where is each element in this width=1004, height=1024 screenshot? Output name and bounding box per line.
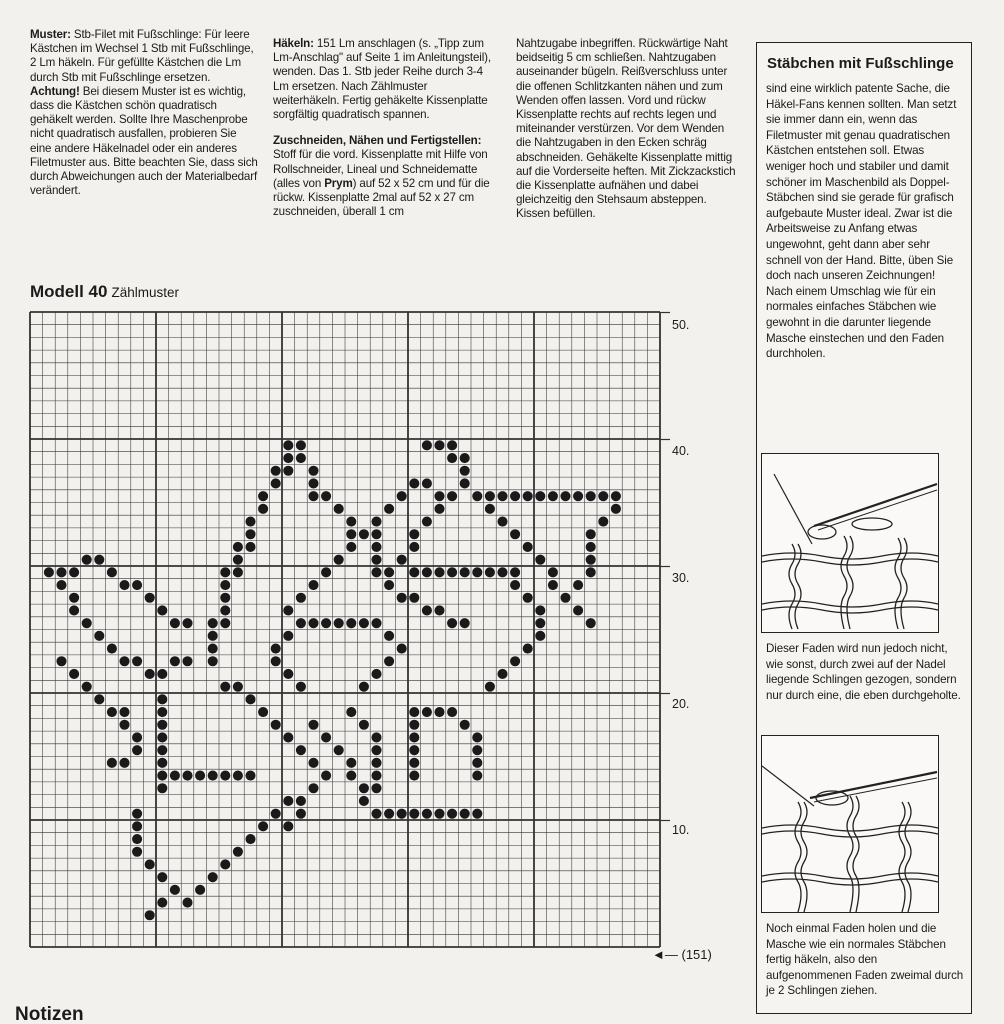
row-label-20: 20. (672, 697, 690, 711)
filled-cell (586, 491, 596, 501)
filled-cell (598, 517, 608, 527)
filled-cell (245, 694, 255, 704)
filled-cell (82, 618, 92, 628)
filled-cell (422, 567, 432, 577)
haekeln-label: Häkeln: (273, 37, 314, 50)
filled-cell (371, 669, 381, 679)
filled-cell (271, 656, 281, 666)
filled-cell (157, 898, 167, 908)
filled-cell (422, 809, 432, 819)
filled-cell (245, 517, 255, 527)
filled-cell (271, 644, 281, 654)
filled-cell (132, 656, 142, 666)
filled-cell (308, 491, 318, 501)
filled-cell (296, 453, 306, 463)
filled-cell (510, 580, 520, 590)
filled-cell (245, 834, 255, 844)
haekeln-paragraph (273, 37, 495, 122)
filled-cell (472, 732, 482, 742)
filled-cell (296, 593, 306, 603)
filled-cell (535, 618, 545, 628)
filled-cell (409, 567, 419, 577)
filled-cell (346, 529, 356, 539)
filled-cell (258, 707, 268, 717)
filled-cell (208, 872, 218, 882)
filled-cell (409, 529, 419, 539)
tip-intro-text: sind eine wirklich patente Sache, die Häkel-Fans kennen sollten. Man setzt sie immer dann ein, wenn das Filetmuster mit genau quadratischen Kästchen entstehen soll. Etwas weniger hoch und stabiler und damit schöner im Maschenbild als Doppel-Stäbchen sind sie gerade für grafisch aufgebaute Muster ideal. Zwar ist die Arbeitsweise zu Anfang etwas ungewohnt, geht dann aber sehr schnell von der Hand. Bitte, üben Sie doch nach unseren Zeichnungen! Nach einem Umschlag wie für ein normales einfaches Stäbchen wie gewohnt in die darunter liegende Masche einstechen und den Faden durchholen. (766, 82, 957, 361)
filled-cell (208, 618, 218, 628)
filled-cell (472, 491, 482, 501)
filled-cell (56, 580, 66, 590)
filled-cell (472, 758, 482, 768)
filled-cell (321, 491, 331, 501)
filled-cell (371, 758, 381, 768)
filled-cell (346, 707, 356, 717)
filled-cell (170, 656, 180, 666)
filled-cell (119, 707, 129, 717)
filled-cell (283, 453, 293, 463)
filled-cell (346, 758, 356, 768)
filled-cell (409, 478, 419, 488)
filled-cell (371, 529, 381, 539)
filled-cell (397, 644, 407, 654)
crochet-illustration-1 (761, 453, 939, 633)
filled-cell (308, 466, 318, 476)
filled-cell (460, 720, 470, 730)
filled-cell (510, 491, 520, 501)
filled-cell (611, 504, 621, 514)
filled-cell (82, 555, 92, 565)
filled-cell (107, 567, 117, 577)
filled-cell (258, 504, 268, 514)
filled-cell (409, 593, 419, 603)
filled-cell (371, 745, 381, 755)
filled-cell (371, 783, 381, 793)
filled-cell (321, 771, 331, 781)
filled-cell (233, 555, 243, 565)
filled-cell (182, 771, 192, 781)
chart-title (30, 282, 179, 302)
filled-cell (384, 504, 394, 514)
row-label-50: 50. (672, 318, 690, 332)
filled-cell (510, 529, 520, 539)
filled-cell (334, 555, 344, 565)
instructions-column-2 (273, 37, 495, 219)
filled-cell (447, 618, 457, 628)
filled-cell (258, 491, 268, 501)
filled-cell (145, 910, 155, 920)
filled-cell (308, 758, 318, 768)
filled-cell (485, 491, 495, 501)
filled-cell (573, 605, 583, 615)
filled-cell (535, 491, 545, 501)
filled-cell (346, 542, 356, 552)
filled-cell (447, 491, 457, 501)
instructions-column-1 (30, 28, 258, 198)
filled-cell (258, 821, 268, 831)
filled-cell (334, 504, 344, 514)
filled-cell (586, 567, 596, 577)
filled-cell (447, 440, 457, 450)
filled-cell (296, 745, 306, 755)
filled-cell (472, 745, 482, 755)
filled-cell (145, 859, 155, 869)
start-row-marker (652, 947, 712, 962)
zuschneiden-paragraph (273, 134, 495, 219)
filled-cell (283, 440, 293, 450)
filled-cell (535, 605, 545, 615)
filled-cell (371, 517, 381, 527)
crochet-hook-icon (762, 736, 938, 912)
filled-cell (119, 758, 129, 768)
filled-cell (510, 656, 520, 666)
filled-cell (296, 440, 306, 450)
filled-cell (573, 580, 583, 590)
filled-cell (346, 517, 356, 527)
row-label-10: 10. (672, 823, 690, 837)
filled-cell (586, 618, 596, 628)
filled-cell (220, 771, 230, 781)
filled-cell (409, 732, 419, 742)
filled-cell (94, 694, 104, 704)
brand-name: Prym (324, 176, 353, 190)
filled-cell (371, 567, 381, 577)
filled-cell (548, 567, 558, 577)
tip-step-2-text: Dieser Faden wird nun jedoch nicht, wie sonst, durch zwei auf der Nadel liegende Schlingen gezogen, sondern nur durch eine, die eben durchgeholte. (766, 642, 961, 702)
filled-cell (157, 605, 167, 615)
chart-subtitle: Zählmuster (111, 285, 179, 300)
filled-cell (384, 567, 394, 577)
filled-cell (548, 580, 558, 590)
filled-cell (397, 593, 407, 603)
achtung-label: Achtung! (30, 84, 80, 98)
filled-cell (523, 644, 533, 654)
filled-cell (560, 593, 570, 603)
filled-cell (409, 809, 419, 819)
filled-cell (157, 720, 167, 730)
filled-cell (397, 809, 407, 819)
filled-cell (245, 542, 255, 552)
filled-cell (82, 682, 92, 692)
filled-cell (283, 796, 293, 806)
filled-cell (409, 771, 419, 781)
filled-cell (107, 644, 117, 654)
filled-cell (271, 478, 281, 488)
filled-cell (384, 656, 394, 666)
filled-cell (220, 682, 230, 692)
filled-cell (182, 618, 192, 628)
filled-cell (460, 478, 470, 488)
filled-cell (233, 567, 243, 577)
filled-cell (334, 745, 344, 755)
filled-cell (157, 758, 167, 768)
filled-cell (460, 453, 470, 463)
filled-cell (132, 847, 142, 857)
filled-cell (371, 618, 381, 628)
filled-cell (308, 720, 318, 730)
filled-cell (157, 745, 167, 755)
filled-cell (208, 631, 218, 641)
filled-cell (233, 847, 243, 857)
filled-cell (535, 631, 545, 641)
filled-cell (384, 580, 394, 590)
filled-cell (434, 567, 444, 577)
filled-cell (535, 555, 545, 565)
row-label-30: 30. (672, 571, 690, 585)
filled-cell (460, 809, 470, 819)
filled-cell (69, 669, 79, 679)
filled-cell (271, 466, 281, 476)
filled-cell (598, 491, 608, 501)
filled-cell (157, 694, 167, 704)
filled-cell (359, 529, 369, 539)
crochet-illustration-2 (761, 735, 939, 913)
filled-cell (497, 517, 507, 527)
filled-cell (94, 555, 104, 565)
filled-cell (271, 720, 281, 730)
filled-cell (460, 567, 470, 577)
filled-cell (170, 771, 180, 781)
filled-cell (182, 656, 192, 666)
filled-cell (447, 707, 457, 717)
filled-cell (346, 771, 356, 781)
filled-cell (359, 720, 369, 730)
filled-cell (460, 618, 470, 628)
filled-cell (434, 605, 444, 615)
filled-cell (296, 682, 306, 692)
filled-cell (359, 618, 369, 628)
filled-cell (107, 707, 117, 717)
filled-cell (447, 567, 457, 577)
filled-cell (296, 796, 306, 806)
filled-cell (497, 567, 507, 577)
filled-cell (422, 478, 432, 488)
filled-cell (132, 580, 142, 590)
filled-cell (497, 669, 507, 679)
filled-cell (409, 758, 419, 768)
filled-cell (346, 618, 356, 628)
filled-cell (220, 859, 230, 869)
filled-cell (447, 453, 457, 463)
filled-cell (157, 783, 167, 793)
filled-cell (434, 809, 444, 819)
filled-cell (573, 491, 583, 501)
arrow-left-icon: ◄— (652, 947, 678, 962)
filled-cell (384, 631, 394, 641)
filled-cell (132, 834, 142, 844)
filled-cell (422, 707, 432, 717)
filled-cell (586, 555, 596, 565)
filled-cell (359, 783, 369, 793)
filled-cell (472, 809, 482, 819)
filled-cell (523, 542, 533, 552)
filled-cell (371, 809, 381, 819)
filled-cell (44, 567, 54, 577)
filled-cell (523, 593, 533, 603)
filled-cell (56, 567, 66, 577)
filled-cell (208, 644, 218, 654)
filled-cell (409, 745, 419, 755)
filled-cell (220, 618, 230, 628)
filled-cell (611, 491, 621, 501)
model-number: Modell 40 (30, 282, 108, 301)
filled-cell (119, 720, 129, 730)
filled-cell (409, 720, 419, 730)
filled-cell (422, 605, 432, 615)
filled-cell (497, 491, 507, 501)
tip-title: Stäbchen mit Fußschlinge (767, 55, 954, 72)
filled-cell (170, 885, 180, 895)
filled-cell (208, 656, 218, 666)
filled-cell (132, 821, 142, 831)
filled-cell (434, 707, 444, 717)
filled-cell (296, 618, 306, 628)
haekeln-text: 151 Lm anschlagen (s. „Tipp zum Lm-Anschlag" auf Seite 1 im Anleitungsteil), wenden. Das 1. Stb jeder Reihe durch 3-4 Lm ersetzen. Nach Zählmuster weiterhäkeln. Fertig gehäkelte Kissenplatte sorgfältig quadratisch spannen. (273, 37, 491, 122)
filled-cell (69, 567, 79, 577)
filled-cell (283, 732, 293, 742)
filled-cell (157, 669, 167, 679)
filled-cell (321, 567, 331, 577)
filled-cell (460, 466, 470, 476)
zuschneiden-text-a: Stoff für die vord. Kissenplatte mit Hilfe von Rollschneider, Lineal und Schneidematte (alles von (273, 148, 488, 190)
filled-cell (409, 707, 419, 717)
crochet-hook-icon (762, 454, 938, 632)
filled-cell (334, 618, 344, 628)
filled-cell (308, 478, 318, 488)
filled-cell (233, 771, 243, 781)
filled-cell (321, 732, 331, 742)
filled-cell (359, 796, 369, 806)
filled-cell (170, 618, 180, 628)
filled-cell (472, 771, 482, 781)
filled-cell (182, 898, 192, 908)
filled-cell (485, 504, 495, 514)
filled-cell (422, 517, 432, 527)
row-label-40: 40. (672, 444, 690, 458)
filled-cell (510, 567, 520, 577)
filled-cell (371, 555, 381, 565)
filled-cell (308, 580, 318, 590)
zuschneiden-text-b: ) auf 52 x 52 cm und für die rückw. Kissenplatte 2mal auf 52 x 27 cm zuschneiden, überall 1 cm (273, 176, 490, 219)
filled-cell (119, 580, 129, 590)
filled-cell (586, 542, 596, 552)
filled-cell (560, 491, 570, 501)
filled-cell (195, 771, 205, 781)
filled-cell (472, 567, 482, 577)
filled-cell (132, 745, 142, 755)
filled-cell (384, 809, 394, 819)
filled-cell (119, 656, 129, 666)
filled-cell (485, 567, 495, 577)
filled-cell (69, 605, 79, 615)
filled-cell (233, 542, 243, 552)
filled-cell (397, 491, 407, 501)
filled-cell (371, 771, 381, 781)
muster-text: Stb-Filet mit Fußschlinge: Für leere Kästchen im Wechsel 1 Stb mit Fußschlinge, 2 Lm häkeln. Für gefüllte Kästchen die Lm durch Stb mit Fußschlinge ersetzen. (30, 28, 254, 84)
filled-cell (422, 440, 432, 450)
filled-cell (220, 605, 230, 615)
filled-cell (434, 504, 444, 514)
filled-cell (283, 821, 293, 831)
filled-cell (308, 783, 318, 793)
filled-cell (56, 656, 66, 666)
filled-cell (371, 542, 381, 552)
filled-cell (447, 809, 457, 819)
filled-cell (308, 618, 318, 628)
filled-cell (220, 593, 230, 603)
achtung-paragraph (30, 85, 258, 199)
filled-cell (523, 491, 533, 501)
filled-cell (233, 682, 243, 692)
filled-cell (132, 809, 142, 819)
filled-cell (157, 771, 167, 781)
filled-cell (283, 466, 293, 476)
filled-cell (283, 669, 293, 679)
tip-box (756, 42, 972, 1014)
start-row-label: (151) (681, 947, 712, 962)
zuschneiden-label: Zuschneiden, Nähen und Fertigstellen: (273, 134, 482, 148)
filled-cell (321, 618, 331, 628)
filled-cell (283, 605, 293, 615)
notes-heading: Notizen (15, 1004, 84, 1024)
filled-cell (157, 707, 167, 717)
filled-cell (220, 580, 230, 590)
muster-label: Muster: (30, 28, 71, 41)
filled-cell (145, 593, 155, 603)
filled-cell (220, 567, 230, 577)
filled-cell (271, 809, 281, 819)
filled-cell (485, 682, 495, 692)
filled-cell (208, 771, 218, 781)
filled-cell (434, 440, 444, 450)
tip-step-3-text: Noch einmal Faden holen und die Masche wie ein normales Stäbchen fertig häkeln, also den aufgenommenen Faden zweimal durch je 2 Schlingen ziehen. (766, 922, 964, 998)
filled-cell (245, 529, 255, 539)
filled-cell (132, 732, 142, 742)
instructions-column-3 (516, 37, 741, 222)
filled-cell (69, 593, 79, 603)
filled-cell (195, 885, 205, 895)
filled-cell (397, 555, 407, 565)
filled-cell (157, 732, 167, 742)
muster-paragraph (30, 28, 258, 85)
filled-cell (586, 529, 596, 539)
filled-cell (145, 669, 155, 679)
filled-cell (296, 809, 306, 819)
filled-cell (283, 631, 293, 641)
achtung-text: Bei diesem Muster ist es wichtig, dass die Kästchen schön quadratisch gehäkelt werden. Sollte Ihre Maschenprobe nicht quadratisch ausfallen, probieren Sie eine andere Häkelnadel oder ein anderes Filetmuster aus. Bitte beachten Sie, dass sich durch Abweichungen auch der Materialbedarf verändert. (30, 84, 258, 198)
filled-cell (94, 631, 104, 641)
filled-cell (548, 491, 558, 501)
filled-cell (157, 872, 167, 882)
filled-cell (245, 771, 255, 781)
assembly-text: Nahtzugabe inbegriffen. Rückwärtige Naht beidseitig 5 cm schließen. Nahtzugaben auseinander bügeln. Reißverschluss unter die offenen Schlitzkanten nähen und zum Wenden offen lassen. Vord und rückw Kissenplatte rechts auf rechts legen und miteinander verstürzen. Vor dem Wenden die Nahtzugaben in den Ecken schräg abschneiden. Gehäkelte Kissenplatte mittig auf die Vorderseite heften. Mit Zickzackstich die Kissenplatte aufnähen und dabei gleichzeitig den Stehsaum absteppen. Kissen befüllen. (516, 37, 736, 221)
filled-cell (409, 542, 419, 552)
filled-cell (434, 491, 444, 501)
filled-cell (359, 682, 369, 692)
filled-cell (371, 732, 381, 742)
filled-cell (107, 758, 117, 768)
